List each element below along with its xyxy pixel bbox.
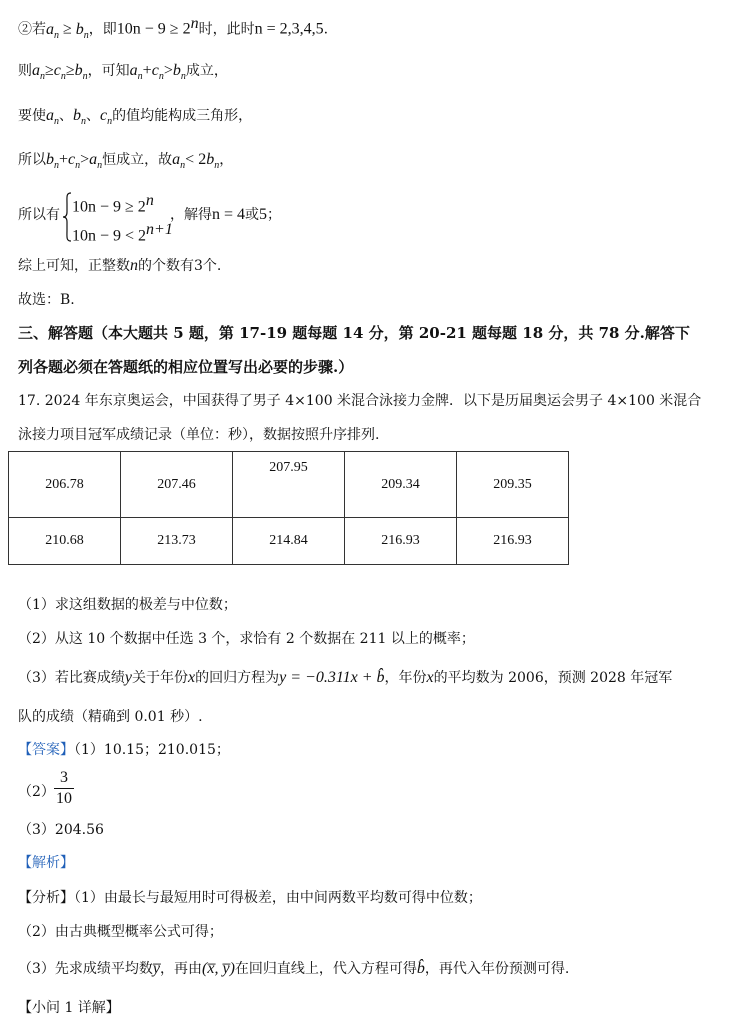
- case2-values: n = 2,3,4,5: [254, 20, 324, 38]
- table-row: [9, 452, 569, 518]
- then-line: 则$a_n\ge c_n\ge b_n$，可知$a_n+c_n>b_n$成立，: [18, 62, 228, 83]
- table-cell: 216.93: [345, 518, 457, 565]
- answer-line: 【答案】（1）10.15；210.015；: [18, 742, 230, 758]
- table-row: [9, 518, 569, 565]
- system-eq2: $10n - 9 < 2^{n+1}$: [72, 221, 173, 245]
- table-cell: 214.84: [233, 518, 345, 565]
- section-heading-1: 三、解答题（本大题共 5 题，第 17-19 题每题 14 分，第 20-21 题每题 18 分，共 78 分.解答下: [18, 324, 690, 342]
- answer-3: （3）204.56: [18, 822, 104, 838]
- brace-icon: [62, 192, 72, 242]
- q17-line2: 泳接力项目冠军成绩记录（单位：秒），数据按照升序排列.: [18, 427, 380, 443]
- analysis-tag: 【解析】: [18, 855, 74, 871]
- score-table: [8, 451, 569, 565]
- case2-after: 时，此时: [198, 21, 255, 38]
- system-eq1: $10n - 9 \ge 2^n$: [72, 192, 154, 216]
- part-3-cont: 队的成绩（精确到 0.01 秒）.: [18, 709, 203, 725]
- choice-line: 故选：B.: [18, 292, 75, 308]
- table-cell: 209.35: [457, 452, 569, 518]
- need-line: 要使$a_n$、$b_n$、$c_n$的值均能构成三角形，: [18, 107, 253, 128]
- table-cell: 210.68: [9, 518, 121, 565]
- section-heading-2: 列各题必须在答题纸的相应位置写出必要的步骤.）: [18, 358, 354, 376]
- analysis-f3: （3）先求成绩平均数y̅，再由(x̅, y̅)在回归直线上，代入方程可得b̂，再代入年份预测可得.: [18, 960, 570, 977]
- answer-2-fraction: 3 10: [56, 769, 72, 807]
- detail-heading: 【小问 1 详解】: [18, 1000, 120, 1016]
- table-cell: 216.93: [457, 518, 569, 565]
- case2-mid: ，即: [88, 21, 117, 38]
- so-line: 所以$b_n+c_n>a_n$恒成立，故$a_n< 2b_n$，: [18, 151, 234, 172]
- table-cell: 206.78: [9, 452, 121, 518]
- part-2: （2）从这 10 个数据中任选 3 个，求恰有 2 个数据在 211 以上的概率；: [18, 631, 475, 647]
- answer-2-prefix: （2）: [18, 784, 55, 800]
- summary-line: 综上可知，正整数n的个数有3个.: [18, 257, 222, 274]
- case2-ineq: 10n − 9 ≥ 2: [116, 20, 191, 38]
- case2-var-a: $a_n$: [46, 20, 59, 41]
- part-1: （1）求这组数据的极差与中位数；: [18, 597, 237, 613]
- analysis-f1: 【分析】（1）由最长与最短用时可得极差，由中间两数平均数可得中位数；: [18, 890, 482, 906]
- q17-line1: 17. 2024 年东京奥运会，中国获得了男子 4×100 米混合泳接力金牌．以下是历届奥运会男子 4×100 米混合: [18, 393, 702, 409]
- case2-prefix: ②若: [18, 21, 46, 38]
- analysis-f2: （2）由古典概型概率公式可得；: [18, 924, 223, 940]
- table-cell: 207.95: [233, 452, 345, 518]
- system-result: ，解得n = 4或5；: [170, 206, 282, 223]
- table-cell: 213.73: [121, 518, 233, 565]
- case2-line: ②若$a_n \ge b_n$，即$10n - 9 \ge 2^n$时，此时n = 2,3,4,5.: [18, 15, 329, 41]
- case2-var-b: $b_n$: [75, 20, 89, 41]
- answer-tag: 【答案】: [18, 742, 74, 758]
- system-prefix: 所以有: [18, 207, 60, 223]
- table-cell: 207.46: [121, 452, 233, 518]
- table-cell: 209.34: [345, 452, 457, 518]
- part-3: （3）若比赛成绩y关于年份x的回归方程为y = −0.311x + b̂，年份x的平均数为 2006，预测 2028 年冠军: [18, 669, 673, 686]
